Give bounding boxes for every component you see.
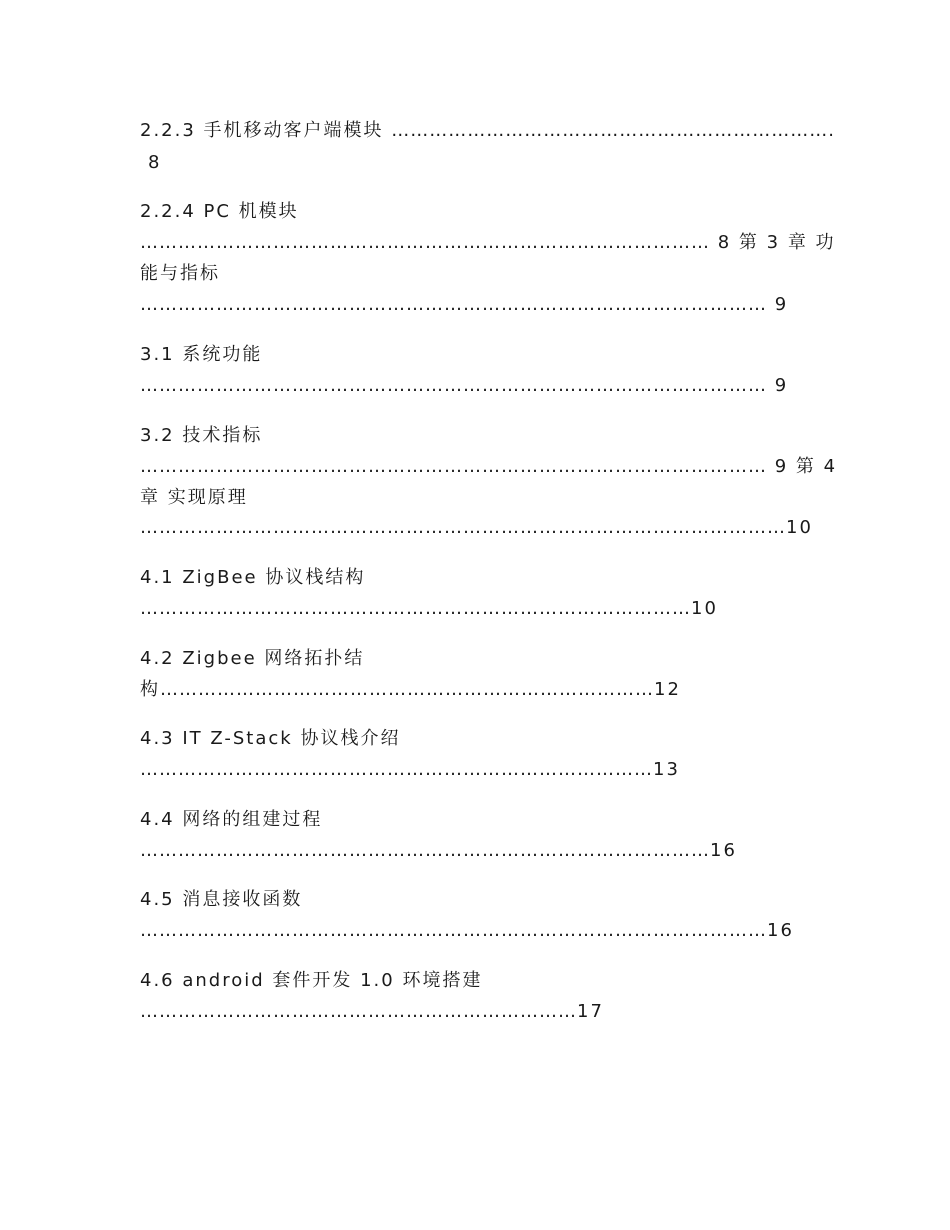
- toc-leader: …………………………………………………………………………………………: [140, 517, 786, 538]
- toc-leader: ………………………………………………………………………………………: [140, 920, 767, 941]
- toc-leader: ………………………………………………………………………………………: [140, 294, 767, 315]
- toc-leader: ………………………………………………………………………………………: [140, 456, 767, 477]
- toc-leader: ……………………………………………………………………………: [140, 598, 691, 619]
- toc-page-number: 10: [786, 517, 813, 538]
- toc-entry-4-6: [140, 1001, 604, 1023]
- toc-entry-2-2-4-leader: [140, 232, 836, 254]
- toc-page-number: 16: [710, 840, 737, 861]
- toc-entry-3-1: [140, 375, 788, 397]
- toc-page-number: 8: [148, 152, 162, 173]
- toc-page-number: 9: [774, 375, 789, 396]
- toc-page-number: 9: [774, 294, 789, 315]
- toc-chapter-title-cont: 能与指标: [140, 263, 220, 284]
- toc-title: 3.2 技术指标: [140, 425, 263, 446]
- toc-title: 3.1 系统功能: [140, 344, 263, 365]
- toc-page-number: 10: [691, 598, 718, 619]
- toc-leader: …………………………………………………………….: [391, 120, 835, 141]
- toc-page-number: 16: [767, 920, 794, 941]
- toc-title: 4.1 ZigBee 协议栈结构: [140, 567, 366, 588]
- toc-entry-4-4: [140, 840, 737, 862]
- toc-chapter-title: 第 3 章 功: [738, 232, 836, 253]
- toc-page-number: 9: [774, 456, 789, 477]
- toc-title: 4.3 IT Z-Stack 协议栈介绍: [140, 728, 401, 749]
- toc-entry-4-5: [140, 920, 794, 942]
- toc-leader: ………………………………………………………………………: [140, 759, 653, 780]
- toc-entry-4-3: [140, 759, 680, 781]
- toc-title: 4.2 Zigbee 网络拓扑结: [140, 648, 365, 669]
- toc-entry-chapter-4: [140, 517, 813, 539]
- toc-chapter-title: 第 4: [795, 456, 838, 477]
- toc-entry-4-1: [140, 598, 718, 620]
- toc-leader: ………………………………………………………………………………: [140, 840, 710, 861]
- toc-title: 2.2.4 PC 机模块: [140, 201, 299, 222]
- toc-entry-chapter-3: [140, 294, 788, 316]
- toc-chapter-title-cont: 章 实现原理: [140, 487, 248, 508]
- toc-entry-4-2: [140, 679, 681, 701]
- toc-leader: ………………………………………………………………………………: [140, 232, 710, 253]
- toc-leader: ……………………………………………………………: [140, 1001, 577, 1022]
- toc-page-number: 13: [653, 759, 680, 780]
- toc-entry-2-2-3: [140, 120, 835, 142]
- toc-title: 4.4 网络的组建过程: [140, 809, 323, 830]
- toc-page-number: 8: [717, 232, 732, 253]
- toc-title: 4.5 消息接收函数: [140, 889, 303, 910]
- toc-page-number: 12: [654, 679, 681, 700]
- toc-page-number: 17: [577, 1001, 604, 1022]
- toc-leader: ………………………………………………………………………………………: [140, 375, 767, 396]
- toc-leader: ……………………………………………………………………: [160, 679, 654, 700]
- toc-title: 2.2.3 手机移动客户端模块: [140, 120, 384, 141]
- toc-title: 4.6 android 套件开发 1.0 环境搭建: [140, 970, 483, 991]
- toc-entry-3-2: [140, 456, 837, 478]
- toc-title-cont: 构: [140, 679, 160, 700]
